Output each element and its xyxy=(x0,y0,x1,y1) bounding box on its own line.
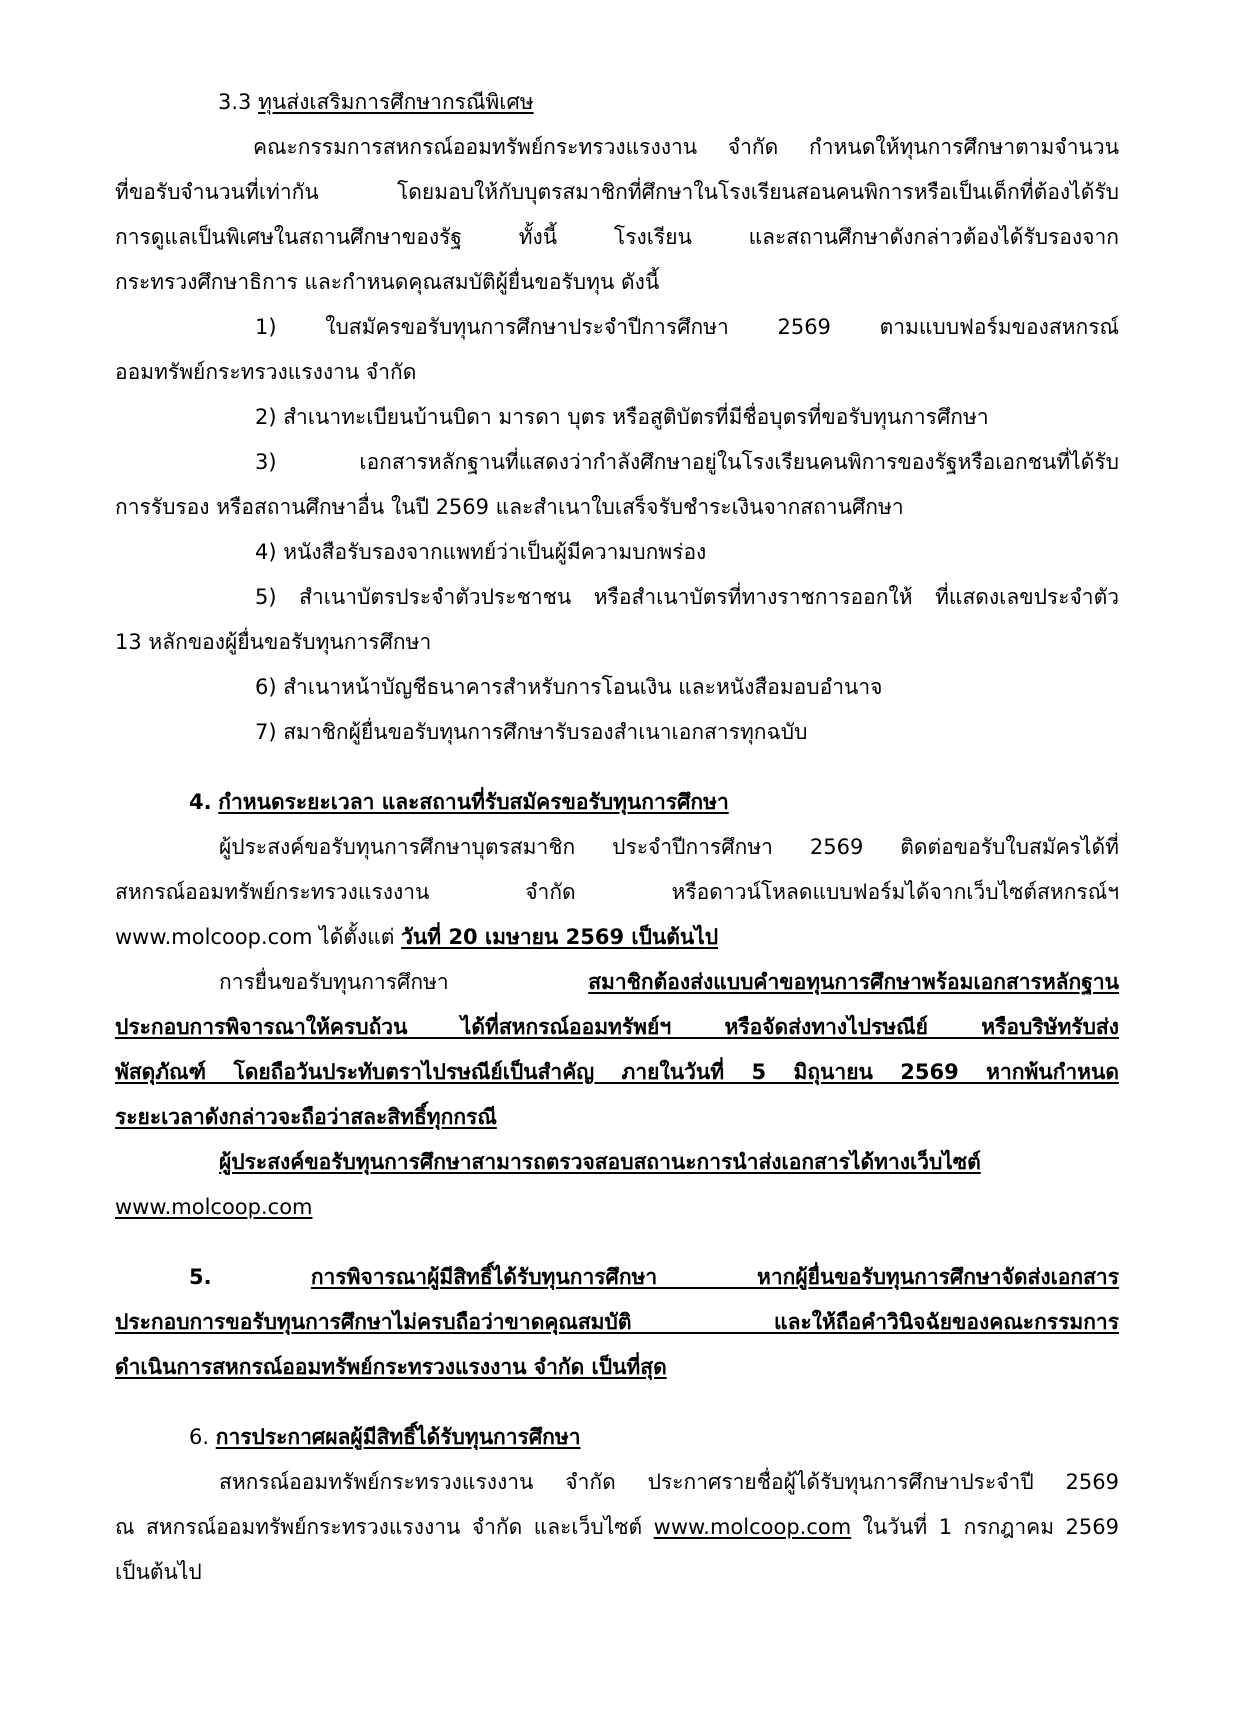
section-4-paragraph-line xyxy=(115,917,1119,957)
section-6-heading xyxy=(189,1417,1119,1457)
section-3-3-paragraph-line: การดูแลเป็นพิเศษในสถานศึกษาของรัฐ ทั้งนี้ โรงเรียน และสถานศึกษาดังกล่าวต้องได้รับรองจาก xyxy=(115,225,1119,249)
section-6-line xyxy=(115,1507,1119,1547)
status-check-line: ผู้ประสงค์ขอรับทุนการศึกษาสามารถตรวจสอบสถานะการนำส่งเอกสารได้ทางเว็บไซต์ xyxy=(219,1150,981,1174)
section-4-paragraph-line: ผู้ประสงค์ขอรับทุนการศึกษาบุตรสมาชิก ประจำปีการศึกษา 2569 ติดต่อขอรับใบสมัครได้ที่ xyxy=(219,835,1119,859)
section-4-number: 4. xyxy=(189,790,212,814)
section-3-3-heading xyxy=(218,82,1118,122)
list-item-6: 6) สำเนาหน้าบัญชีธนาคารสำหรับการโอนเงิน และหนังสือมอบอำนาจ xyxy=(255,675,883,699)
section-5-number: 5. xyxy=(189,1265,212,1289)
submission-requirement-line: ประกอบการพิจารณาให้ครบถ้วน ได้ที่สหกรณ์ออมทรัพย์ฯ หรือจัดส่งทางไปรษณีย์ หรือบริษัทรับส่ง xyxy=(115,1015,1119,1039)
list-item-3: 3) เอกสารหลักฐานที่แสดงว่ากำลังศึกษาอยู่ในโรงเรียนคนพิการของรัฐหรือเอกชนที่ได้รับ xyxy=(255,450,1119,474)
section-6-title: การประกาศผลผู้มีสิทธิ์ได้รับทุนการศึกษา xyxy=(215,1425,581,1449)
list-item-2: 2) สำเนาทะเบียนบ้านบิดา มารดา บุตร หรือสูติบัตรที่มีชื่อบุตรที่ขอรับทุนการศึกษา xyxy=(255,405,989,429)
announcement-date: ในวันที่ 1 กรกฎาคม 2569 xyxy=(862,1515,1119,1539)
announcement-location: ณ สหกรณ์ออมทรัพย์กระทรวงแรงงาน จำกัด และเว็บไซต์ xyxy=(115,1515,643,1539)
section-5-line: ประกอบการขอรับทุนการศึกษาไม่ครบถือว่าขาดคุณสมบัติ และให้ถือคำวินิจฉัยของคณะกรรมการ xyxy=(115,1310,1119,1334)
section-3-3-paragraph-line: กระทรวงศึกษาธิการ และกำหนดคุณสมบัติผู้ยื่นขอรับทุน ดังนี้ xyxy=(115,270,660,294)
section-6-number: 6. xyxy=(189,1425,210,1449)
website-link[interactable]: www.molcoop.com xyxy=(115,1195,313,1219)
section-5-text: การพิจารณาผู้มีสิทธิ์ได้รับทุนการศึกษา หากผู้ยื่นขอรับทุนการศึกษาจัดส่งเอกสาร xyxy=(310,1265,1119,1289)
section-6-line: สหกรณ์ออมทรัพย์กระทรวงแรงงาน จำกัด ประกาศรายชื่อผู้ได้รับทุนการศึกษาประจำปี 2569 xyxy=(219,1470,1119,1494)
website-link[interactable]: www.molcoop.com xyxy=(653,1515,852,1539)
section-4-submission-line xyxy=(219,962,1119,1002)
submission-requirement-line: พัสดุภัณฑ์ โดยถือวันประทับตราไปรษณีย์เป็นสำคัญ ภายในวันที่ 5 มิถุนายน 2569 หากพ้นกำหนด xyxy=(115,1060,1119,1084)
section-3-3-number: 3.3 xyxy=(218,90,252,114)
website-text: www.molcoop.com ได้ตั้งแต่ xyxy=(115,925,395,949)
section-4-paragraph-line: สหกรณ์ออมทรัพย์กระทรวงแรงงาน จำกัด หรือดาวน์โหลดแบบฟอร์มได้จากเว็บไซต์สหกรณ์ฯ xyxy=(115,880,1119,904)
list-item-1: 1) ใบสมัครขอรับทุนการศึกษาประจำปีการศึกษา 2569 ตามแบบฟอร์มของสหกรณ์ xyxy=(255,315,1119,339)
list-item-1-continued: ออมทรัพย์กระทรวงแรงงาน จำกัด xyxy=(115,360,417,384)
submission-requirement-line: ระยะเวลาดังกล่าวจะถือว่าสละสิทธิ์ทุกกรณี xyxy=(115,1105,497,1129)
section-6-line: เป็นต้นไป xyxy=(115,1560,202,1584)
list-item-7: 7) สมาชิกผู้ยื่นขอรับทุนการศึกษารับรองสำเนาเอกสารทุกฉบับ xyxy=(255,720,808,744)
list-item-3-continued: การรับรอง หรือสถานศึกษาอื่น ในปี 2569 และสำเนาใบเสร็จรับชำระเงินจากสถานศึกษา xyxy=(115,495,904,519)
section-3-3-title: ทุนส่งเสริมการศึกษากรณีพิเศษ xyxy=(258,90,534,114)
list-item-4: 4) หนังสือรับรองจากแพทย์ว่าเป็นผู้มีความบกพร่อง xyxy=(255,540,707,564)
list-item-5: 5) สำเนาบัตรประจำตัวประชาชน หรือสำเนาบัตรที่ทางราชการออกให้ ที่แสดงเลขประจำตัว xyxy=(255,585,1119,609)
start-date-emphasis: วันที่ 20 เมษายน 2569 เป็นต้นไป xyxy=(401,925,719,949)
section-5-heading xyxy=(189,1257,1119,1297)
submission-intro: การยื่นขอรับทุนการศึกษา xyxy=(219,970,449,994)
section-5-line: ดำเนินการสหกรณ์ออมทรัพย์กระทรวงแรงงาน จำกัด เป็นที่สุด xyxy=(115,1355,667,1379)
submission-requirement: สมาชิกต้องส่งแบบคำขอทุนการศึกษาพร้อมเอกสารหลักฐาน xyxy=(588,970,1119,994)
section-3-3-paragraph-line: คณะกรรมการสหกรณ์ออมทรัพย์กระทรวงแรงงาน จำกัด กำหนดให้ทุนการศึกษาตามจำนวน xyxy=(253,135,1119,159)
section-3-3-paragraph-line: ที่ขอรับจำนวนที่เท่ากัน โดยมอบให้กับบุตรสมาชิกที่ศึกษาในโรงเรียนสอนคนพิการหรือเป็นเด็กที่ต้องได้รับ xyxy=(115,180,1119,204)
section-4-title: กำหนดระยะเวลา และสถานที่รับสมัครขอรับทุนการศึกษา xyxy=(218,790,729,814)
list-item-5-continued: 13 หลักของผู้ยื่นขอรับทุนการศึกษา xyxy=(115,630,432,654)
section-4-heading xyxy=(189,782,1119,822)
